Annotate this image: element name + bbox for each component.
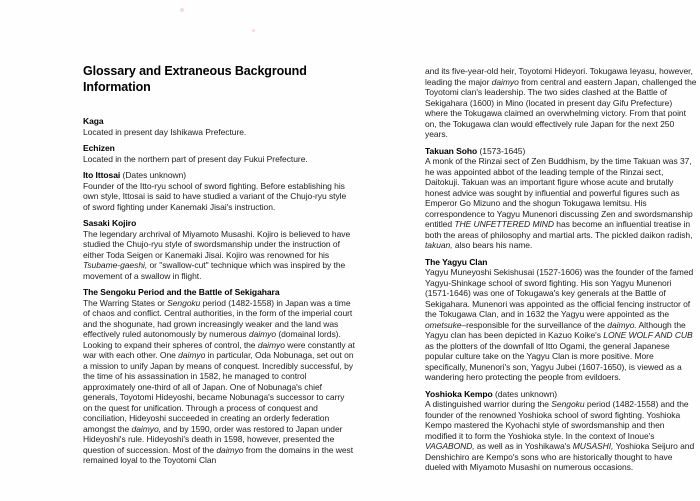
right-column xyxy=(425,66,697,479)
glossary-entry xyxy=(83,218,355,281)
scan-speck xyxy=(252,29,255,32)
left-column xyxy=(83,64,355,472)
entry-heading: The Sengoku Period and the Battle of Sekigahara xyxy=(83,287,280,297)
entry-heading: Ito Ittosai (Dates unknown) xyxy=(83,170,187,180)
page-title-line-1: Glossary and Extraneous Background xyxy=(83,64,307,78)
page-title xyxy=(83,64,355,95)
entry-heading: Kaga xyxy=(83,116,104,126)
glossary-right-sections xyxy=(425,66,697,473)
entry-paragraph: and its five-year-old heir, Toyotomi Hideyori. Tokugawa Ieyasu, however, leading the major daimyo from central and eastern Japan, challenged the Toyotomi clan's leadership. The two sides clashed at the Battle of Sekigahara (1600) in Mino (located in present day Gifu Prefecture) where the Tokugawa claimed an overwhelming victory. From that point on, the Tokugawa clan would effectively rule Japan for the next 250 years. xyxy=(425,66,697,139)
entry-heading: Yoshioka Kempo (dates unknown) xyxy=(425,388,558,399)
entry-heading-note: (1573-1645) xyxy=(477,145,526,156)
entry-paragraph: The Warring States or Sengoku period (1482-1558) in Japan was a time of chaos and conflict. Central authorities, in the form of the imperial court and the shogunate, had grown increasingly weaker and the land was effectively ruled autonomously by numerous daimyo (domainal lords). Looking to expand their spheres of control, the daimyo were constantly at war with each other. One daimyo in particular, Oda Nobunaga, set out on a mission to unify Japan by means of conquest. Incredibly successful, by the time of his assassination in 1582, he managed to control approximately one-third of all of Japan. One of Nobunaga's chief generals, Toyotomi Hideyoshi, became Nobunaga's successor to carry on the quest for unification. Through a process of conquest and conciliation, Hideyoshi succeeded in creating an orderly federation amongst the daimyo, and by 1590, order was restored to Japan under Hideyoshi's rule. Hideyoshi's death in 1598, however, presented the question of succession. Most of the daimyo from the domains in the west remained loyal to the Toyotomi Clan xyxy=(83,297,355,465)
entry-heading-note: (dates unknown) xyxy=(492,388,558,399)
entry-paragraph: Located in the northern part of present day Fukui Prefecture. xyxy=(83,153,308,164)
glossary-left-sections xyxy=(83,116,355,466)
entry-paragraph: The legendary archrival of Miyamoto Musashi. Kojiro is believed to have studied the Chujo-ryu style of swordsmanship under the instruction of either Toda Seigen or Kanemaki Jisai. Kojiro was renowned for his Tsubame-gaeshi, or "swallow-cut" technique which was inspired by the movement of a swallow in flight. xyxy=(83,228,351,281)
glossary-entry xyxy=(425,257,697,383)
glossary-entry xyxy=(83,116,355,137)
entry-heading: The Yagyu Clan xyxy=(425,256,488,267)
entry-paragraph: Located in present day Ishikawa Prefecture. xyxy=(83,126,247,137)
glossary-entry xyxy=(425,66,697,140)
glossary-entry xyxy=(425,146,697,251)
glossary-entry xyxy=(425,389,697,473)
glossary-entry xyxy=(83,143,355,164)
entry-paragraph: Yagyu Muneyoshi Sekishusai (1527-1606) was the founder of the famed Yagyu-Shinkage school of sword fighting. His son Yagyu Munenori (1571-1646) was one of Tokugawa's key generals at the Battle of Sekigahara. Munenori was appointed as the official fencing instructor of the Tokugawa Clan, and in 1632 the Yagyu were appointed as the ometsuke–responsible for the surveillance of the daimyo. Although the Yagyu clan has been depicted in Kazuo Koike's LONE WOLF AND CUB as the plotters of the downfall of Itto Ogami, the general Japanese popular culture take on the Yagyu Clan is more positive. More specifically, Munenori's son, Yagyu Jubei (1607-1650), is viewed as a wandering hero protecting the people from evildoers. xyxy=(425,267,694,382)
entry-paragraph: A distinguished warrior during the Sengoku period (1482-1558) and the founder of the renowned Yoshioka school of sword fighting. Yoshioka Kempo mastered the Kyohachi style of swordsmanship and then modified it to form the Yoshioka style. In the context of Inoue's VAGABOND, as well as in Yoshikawa's MUSASHI, Yoshioka Seijuro and Denshichiro are Kempo's sons who are historically thought to have dueled with Miyamoto Musashi on numerous occasions. xyxy=(425,399,695,472)
scan-speck xyxy=(180,8,184,12)
entry-heading: Sasaki Kojiro xyxy=(83,218,137,228)
page-title-line-2: Information xyxy=(83,79,151,94)
entry-heading-note: (Dates unknown) xyxy=(120,170,187,180)
glossary-entry xyxy=(83,170,355,212)
entry-paragraph: Founder of the Itto-ryu school of sword fighting. Before establishing his own style, Ittosai is said to have studied a variant of the Chujo-ryu style of sword fighting under Kanemaki Jisai's instruction. xyxy=(83,180,347,212)
entry-paragraph: A monk of the Rinzai sect of Zen Buddhism, by the time Takuan was 37, he was appointed abbot of the leading temple of the Rinzai sect, Daitokuji. Takuan was an important figure whose acute and brutally honest advice was sought by influential and powerful figures such as Emperor Go Mizuno and the shogun Tokugawa Iemitsu. His correspondence to Yagyu Munenori discussing Zen and swordsmanship entitled THE UNFETTERED MIND has become an influential treatise in both the areas of philosophy and martial arts. The pickled daikon radish, takuan, also bears his name. xyxy=(425,156,693,250)
glossary-entry xyxy=(83,287,355,466)
entry-heading: Takuan Soho (1573-1645) xyxy=(425,145,526,156)
entry-heading: Echizen xyxy=(83,143,115,153)
